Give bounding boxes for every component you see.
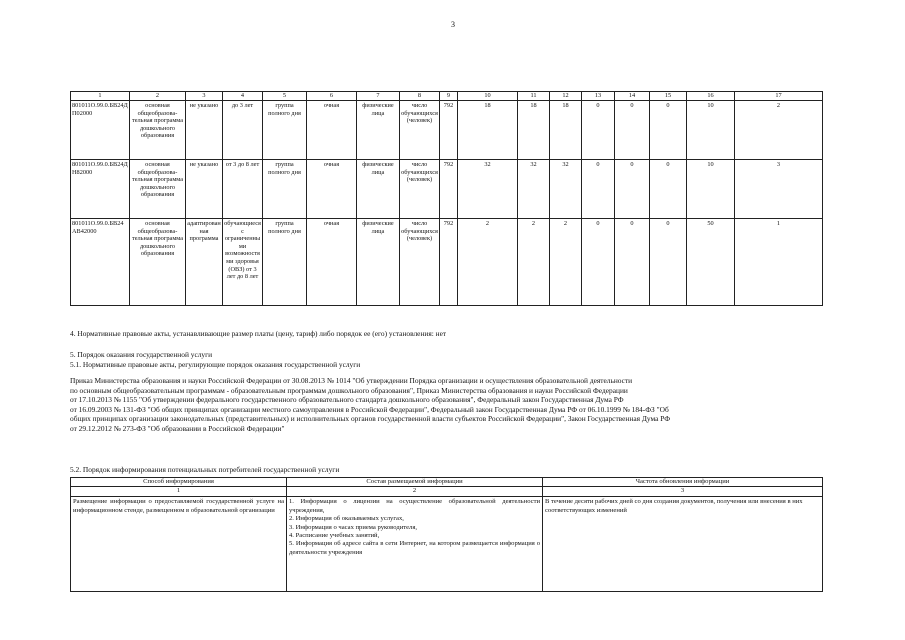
information-content-cell (287, 497, 543, 592)
table-cell: основная общеобразова-тельная программа дошкольного образования (130, 160, 186, 219)
table-cell: 32 (518, 160, 550, 219)
header-cell: 2 (130, 92, 186, 101)
table-cell: не указано (186, 160, 223, 219)
section-5-2-heading: 5.2. Порядок информирования потенциальных потребителей государственной услуги (70, 465, 340, 474)
table-cell: обучающиеся с ограниченными возможностями здоровья (ОВЗ) от 3 лет до 8 лет (223, 219, 263, 306)
header-cell: Частота обновления информации (543, 478, 823, 487)
table-cell: группа полного дня (263, 219, 307, 306)
table-row (71, 101, 823, 160)
table-cell: 0 (650, 160, 687, 219)
list-item: 1. Информация о лицензии на осуществление образовательной деятельности учреждения, (289, 498, 540, 514)
table-cell: 10 (687, 101, 735, 160)
table-cell: 32 (458, 160, 518, 219)
header-cell: 7 (357, 92, 400, 101)
table-row (71, 219, 823, 306)
table-cell: очная (307, 219, 357, 306)
list-item: 4. Расписание учебных занятий, (289, 532, 380, 540)
registry-number-cell: 801011О.99.0.БВ24ДП02000 (71, 101, 130, 160)
header-cell: 16 (687, 92, 735, 101)
table-cell: 0 (615, 101, 650, 160)
update-frequency-cell: В течение десяти рабочих дней со дня создания документов, получения или внесения в них соответствующих изменений (543, 497, 823, 592)
table-cell: 0 (582, 101, 615, 160)
legal-acts-paragraph (70, 376, 830, 434)
header-cell: 6 (307, 92, 357, 101)
table-cell: 32 (550, 160, 582, 219)
header-cell: Способ информирования (71, 478, 287, 487)
table-cell: физические лица (357, 101, 400, 160)
header-cell: 14 (615, 92, 650, 101)
legal-acts-line: Приказ Министерства образования и науки Российской Федерации от 30.08.2013 № 1014 "Об утверждении Порядка организации и осуществления образовательной деятельности (70, 376, 633, 385)
legal-acts-line: от 17.10.2013 № 1155 "Об утверждении федерального государственного образовательного стандарта дошкольного образования", Федеральный закон Государственная Дума РФ (70, 395, 624, 405)
table-cell: физические лица (357, 160, 400, 219)
table-cell: основная общеобразова-тельная программа дошкольного образования (130, 219, 186, 306)
column-number-cell: 3 (543, 487, 823, 497)
table-cell: число обучающихся (человек) (400, 101, 440, 160)
legal-acts-line: от 29.12.2012 № 273-ФЗ "Об образовании в Российской Федерации" (70, 423, 285, 433)
table-cell: группа полного дня (263, 101, 307, 160)
table-cell: группа полного дня (263, 160, 307, 219)
column-number-cell: 2 (287, 487, 543, 497)
legal-acts-line: от 16.09.2003 № 131-ФЗ "Об общих принципах организации местного самоуправления в Российской Федерации", Федеральный закон Государственная Дума РФ от 06.10.1999 № 184-ФЗ "Об (70, 404, 669, 414)
header-cell: 17 (735, 92, 823, 101)
table-cell: 50 (687, 219, 735, 306)
table-cell: 792 (440, 219, 458, 306)
table-row (71, 160, 823, 219)
table-cell: 2 (458, 219, 518, 306)
table-cell: до 3 лет (223, 101, 263, 160)
registry-number-cell: 801011О.99.0.БВ24АВ42000 (71, 219, 130, 306)
table-cell: 18 (550, 101, 582, 160)
header-cell: 4 (223, 92, 263, 101)
header-cell: 11 (518, 92, 550, 101)
table-cell: 18 (518, 101, 550, 160)
section-4-text: 4. Нормативные правовые акты, устанавливающие размер платы (цену, тариф) либо порядок ее (его) установления: нет (70, 329, 447, 338)
table-cell: 18 (458, 101, 518, 160)
table-cell: 792 (440, 160, 458, 219)
header-cell: Состав размещаемой информации (287, 478, 543, 487)
table-cell: 0 (650, 101, 687, 160)
header-cell: 8 (400, 92, 440, 101)
table-cell: число обучающихся (человек) (400, 219, 440, 306)
table-cell: 2 (550, 219, 582, 306)
service-volume-table (70, 91, 823, 306)
table-cell: 0 (582, 160, 615, 219)
table-cell: от 3 до 8 лет (223, 160, 263, 219)
list-item: 5. Информация об адресе сайта в сети Интернет, на котором размещается информация о деятельности учреждения (289, 540, 540, 556)
header-cell: 12 (550, 92, 582, 101)
table-cell: 10 (687, 160, 735, 219)
list-item: 3. Информация о часах приема руководителя, (289, 523, 418, 531)
table-cell: очная (307, 160, 357, 219)
table-cell: 792 (440, 101, 458, 160)
header-cell: 3 (186, 92, 223, 101)
table-cell: очная (307, 101, 357, 160)
header-cell: 13 (582, 92, 615, 101)
legal-acts-line: общих принципах организации законодательных (представительных) и исполнительных органов государственной власти субъектов Российской Федерации", Закон Государственная Дума РФ (70, 414, 671, 424)
informing-method-cell: Размещение информации о предоставляемой государственной услуге на информационном стенде, размещенном в образовательной организации (71, 497, 287, 592)
table-number-row (71, 487, 823, 497)
table-cell: 0 (615, 160, 650, 219)
table-cell: не указано (186, 101, 223, 160)
table-cell: 2 (735, 101, 823, 160)
page-number: 3 (451, 20, 455, 29)
column-number-cell: 1 (71, 487, 287, 497)
informing-table (70, 477, 823, 592)
header-cell: 9 (440, 92, 458, 101)
table-cell: 3 (735, 160, 823, 219)
table-cell: 0 (582, 219, 615, 306)
section-5-1-heading: 5.1. Нормативные правовые акты, регулирующие порядок оказания государственной услуги (70, 360, 361, 369)
table-row (71, 497, 823, 592)
table-header-row (71, 92, 823, 101)
header-cell: 15 (650, 92, 687, 101)
registry-number-cell: 801011О.99.0.БВ24ДН82000 (71, 160, 130, 219)
table-cell: 0 (615, 219, 650, 306)
table-cell: адаптированная программа (186, 219, 223, 306)
table-cell: физические лица (357, 219, 400, 306)
table-cell: основная общеобразова-тельная программа дошкольного образования (130, 101, 186, 160)
table-cell: 2 (518, 219, 550, 306)
list-item: 2. Информация об оказываемых услугах, (289, 515, 404, 523)
table-cell: 1 (735, 219, 823, 306)
table-cell: число обучающихся (человек) (400, 160, 440, 219)
section-5-heading: 5. Порядок оказания государственной услуги (70, 350, 213, 359)
legal-acts-line: по основным общеобразовательным программам - образовательным программам дошкольного образования", Приказ Министерства образования и науки Российской Федерации (70, 385, 628, 395)
table-cell: 0 (650, 219, 687, 306)
table-header-row (71, 478, 823, 487)
header-cell: 5 (263, 92, 307, 101)
header-cell: 10 (458, 92, 518, 101)
header-cell: 1 (71, 92, 130, 101)
